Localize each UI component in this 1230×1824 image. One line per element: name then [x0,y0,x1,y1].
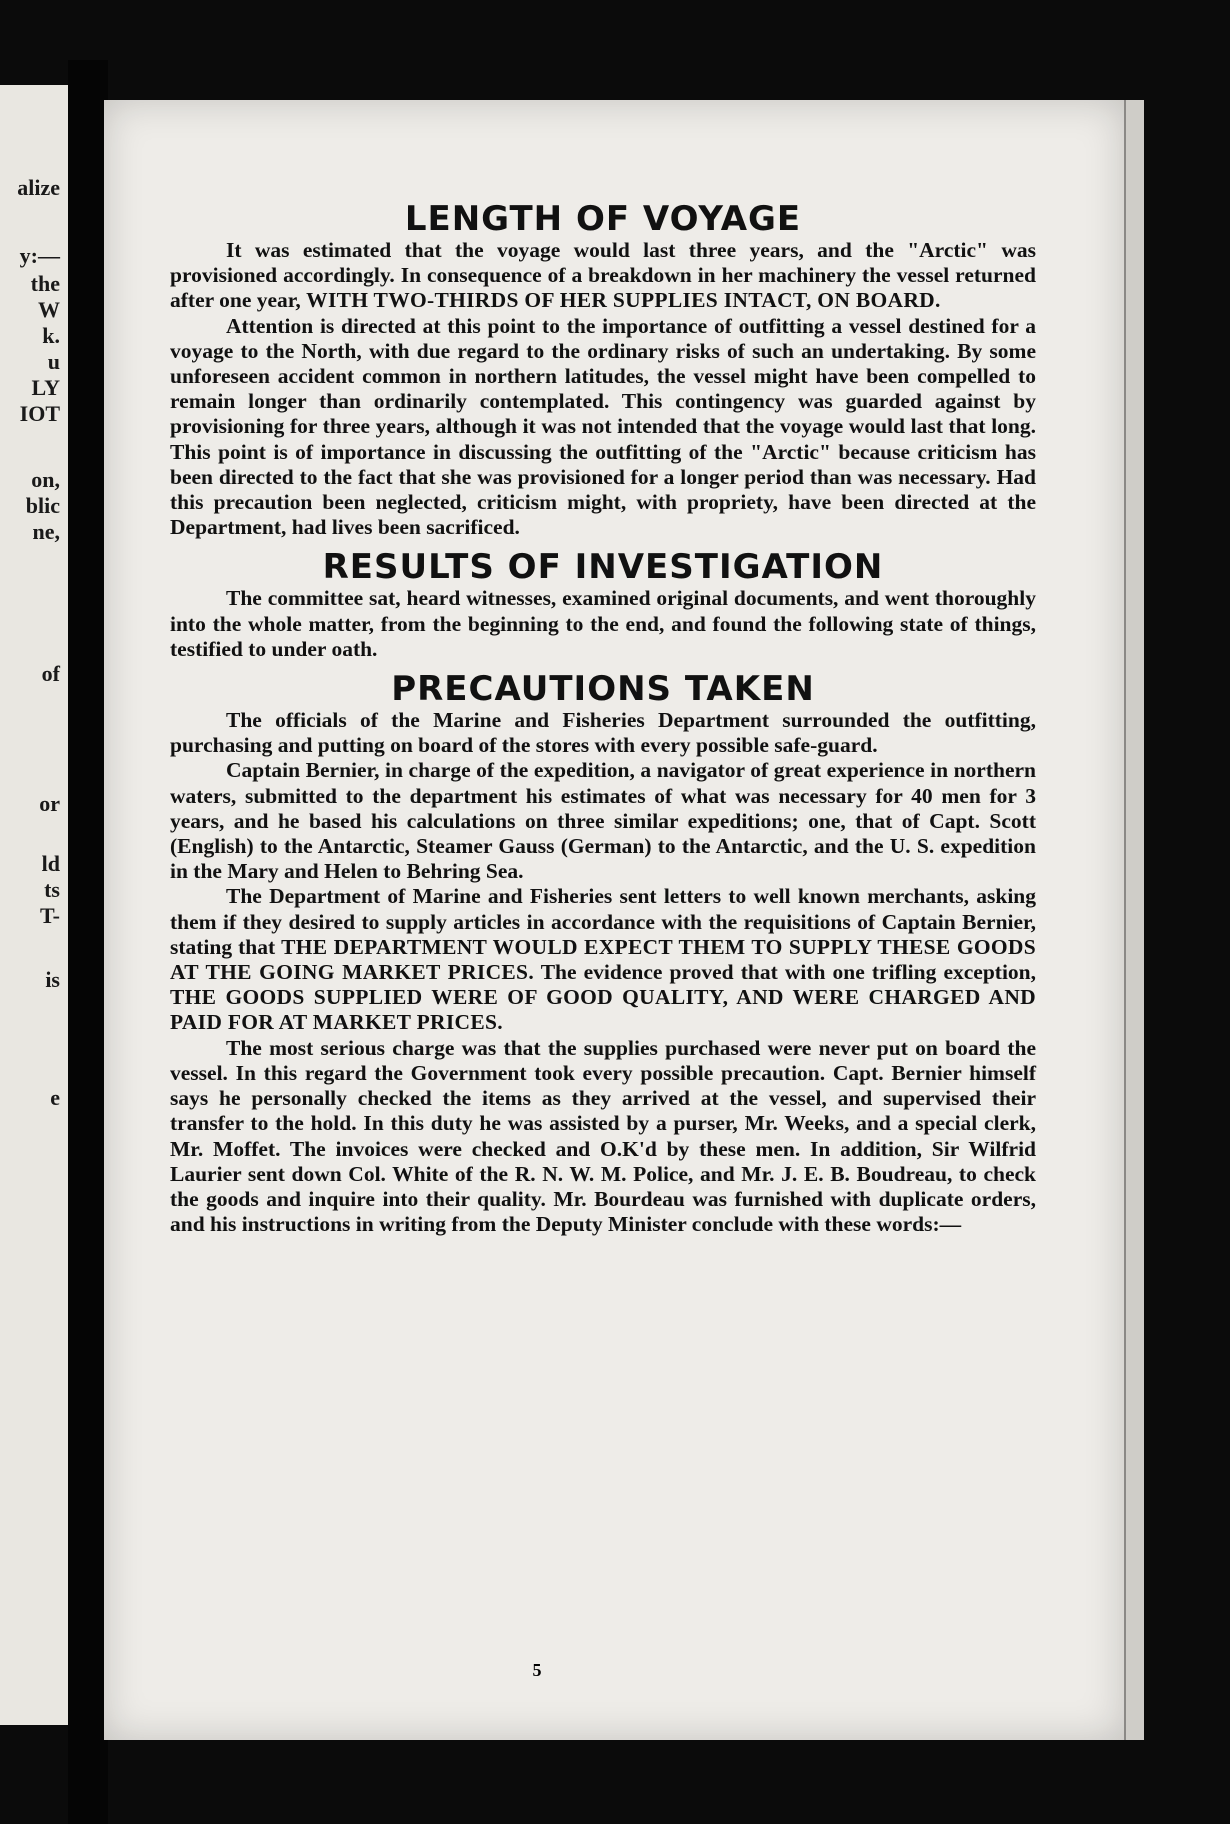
page-content [170,200,1036,1237]
paragraph: Captain Bernier, in charge of the expedition, a navigator of great experience in northern waters, submitted to the department his estimates of what was necessary for 40 men for 3 years, and he based his calculations on three similar expeditions; one, that of Capt. Scott (English) to the Antarctic, Steamer Gauss (German) to the Antarctic, and the U. S. expedition in the Mary and Helen to Behring Sea. [170,758,1036,884]
book-gutter [68,60,108,1824]
left-fragment: k. [42,323,60,348]
paragraph: The officials of the Marine and Fisheries Department surrounded the outfitting, purchasing and putting on board of the stores with every possible safe-guard. [170,708,1036,758]
paragraph: The most serious charge was that the supplies purchased were never put on board the vessel. In this regard the Government took every possible precaution. Capt. Bernier himself says he personally checked the items as they arrived at the vessel, and supervised their transfer to the hold. In this duty he was assisted by a purser, Mr. Weeks, and a special clerk, Mr. Moffet. The invoices were checked and O.K'd by these men. In addition, Sir Wilfrid Laurier sent down Col. White of the R. N. W. M. Police, and Mr. J. E. B. Boudreau, to check the goods and inquire into their quality. Mr. Bourdeau was furnished with duplicate orders, and his instructions in writing from the Deputy Minister conclude with these words:— [170,1035,1036,1237]
paragraph [170,238,1036,314]
left-fragment: LY [31,375,60,400]
left-fragment: ld [41,851,60,876]
left-fragment: blic [25,493,60,518]
left-fragment: y:— [19,243,60,268]
paragraph-text: The evidence proved that with one trifling exception, [534,960,1036,985]
emphasis-text: THE DEPARTMENT WOULD EXPECT THEM TO SUPPLY THESE GOODS AT THE GOING MARKET PRICES. [170,934,1036,985]
section-heading-length-of-voyage: LENGTH OF VOYAGE [404,199,802,239]
left-fragment: is [45,967,60,992]
left-fragment: T- [40,903,60,928]
left-fragment: the [30,271,60,296]
left-fragment: on, [31,467,60,492]
section-heading-results-of-investigation: RESULTS OF INVESTIGATION [322,547,884,588]
left-fragment: of [41,661,60,686]
left-fragment: ts [44,877,60,902]
page-number: 5 [532,1660,542,1680]
left-fragment: alize [17,175,60,200]
page-edge [1124,100,1144,1740]
document-page [104,100,1124,1740]
left-fragment: IOT [19,401,60,426]
left-fragment: e [50,1085,60,1110]
section-heading-precautions-taken: PRECAUTIONS TAKEN [391,669,815,710]
paragraph: Attention is directed at this point to the importance of outfitting a vessel destined for a voyage to the North, with due regard to the ordinary risks of such an undertaking. By some unforeseen accident common in northern latitudes, the vessel might have been compelled to remain longer than ordinarily contemplated. This contingency was guarded against by provisioning for three years, although it was not intended that the voyage would last that long. This point is of importance in discussing the outfitting of the "Arctic" because criticism has been directed to the fact that she was provisioned for a longer period than was necessary. Had this precaution been neglected, criticism might, with propriety, have been directed at the Department, had lives been sacrificed. [170,313,1036,540]
paragraph-text: The Department of Marine and Fisheries sent letters to well known merchants, asking them if they desired to supply articles in accordance with the requisitions of Captain Bernier, stating that [170,884,1036,959]
emphasis-text: WITH TWO-THIRDS OF HER SUPPLIES INTACT, ON BOARD. [306,288,941,313]
left-fragment: or [39,791,60,816]
left-fragment: W [38,297,60,322]
left-fragment: ne, [32,519,60,544]
paragraph-text: It was estimated that the voyage would last three years, and the "Arctic" was provisioned accordingly. In consequence of a breakdown in her machinery the vessel returned after one year, [170,238,1036,313]
emphasis-text: THE GOODS SUPPLIED WERE OF GOOD QUALITY, AND WERE CHARGED AND PAID FOR AT MARKET PRICES. [170,985,1036,1035]
paragraph [170,884,1036,1035]
adjacent-page-fragment [0,85,68,1725]
left-fragment: u [47,349,60,374]
paragraph: The committee sat, heard witnesses, examined original documents, and went thoroughly into the whole matter, from the beginning to the end, and found the following state of things, testified to under oath. [170,586,1036,661]
